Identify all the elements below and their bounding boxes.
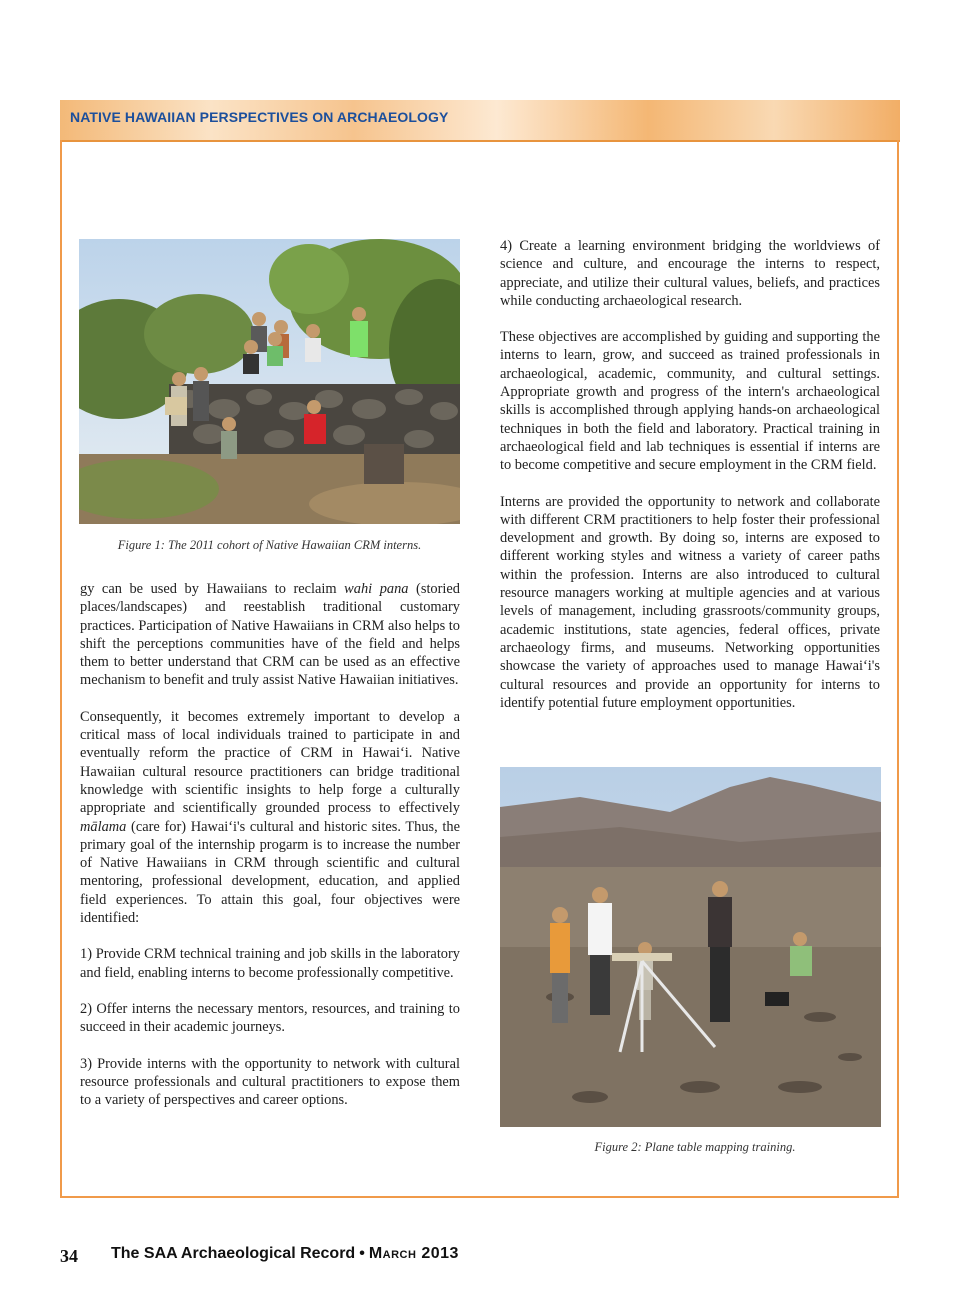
publication-title: The SAA Archaeological Record <box>111 1245 356 1262</box>
left-column <box>80 580 460 1127</box>
figure-2-photo <box>500 767 881 1127</box>
objective-3: 3) Provide interns with the opportunity to network with cultural resource professionals and cultural practitioners to expose them to a variety of perspectives and career options. <box>80 1055 460 1109</box>
figure-1-caption: Figure 1: The 2011 cohort of Native Hawaiian CRM interns. <box>117 538 422 552</box>
publication-line <box>111 1245 459 1263</box>
separator-bullet: • <box>359 1245 365 1262</box>
issue-date: March 2013 <box>368 1245 459 1262</box>
figure-1-photo <box>79 239 460 524</box>
paragraph-objectives: These objectives are accomplished by guiding and supporting the interns to learn, grow, and succeed as trained professionals in archaeological, academic, community, and cultural settings. Appropriate growth and progress of the intern's archaeological skills is accomplished through applying hands-on archaeological techniques in both the field and laboratory. Practical training in archaeological field and lab techniques is essential if interns are to become competitive and secure employment in the CRM field. <box>500 329 880 474</box>
page-number: 34 <box>60 1246 78 1266</box>
section-title: NATIVE HAWAIIAN PERSPECTIVES ON ARCHAEOLOGY <box>70 109 449 125</box>
section-header-band <box>60 100 900 142</box>
figure-2-caption: Figure 2: Plane table mapping training. <box>594 1140 796 1154</box>
objective-4: 4) Create a learning environment bridging the worldviews of science and culture, and encourage the interns to respect, appreciate, and utilize their cultural values, beliefs, and practices while conducting archaeological research. <box>500 238 880 309</box>
right-column <box>500 237 880 730</box>
paragraph-networking: Interns are provided the opportunity to network and collaborate with different CRM practitioners to help foster their professional development and growth. By doing so, interns are exposed to different working styles and witness a variety of career paths within the profession. Interns are also introduced to cultural resource managers working at multiple agencies and at various levels of management, including grassroots/community groups, academic institutions, state agencies, federal offices, private archaeology firms, and museums. Networking opportunities showcase the variety of approaches used to manage Hawai‘i's cultural resources and provide an opportunity for interns to identify potential future employment opportunities. <box>500 493 880 711</box>
objective-1: 1) Provide CRM technical training and job skills in the laboratory and field, enabling interns to become professionally competitive. <box>80 946 460 981</box>
paragraph-wahi-pana: gy can be used by Hawaiians to reclaim wahi pana (storied places/landscapes) and reestablish traditional customary practices. Participation of Native Hawaiians in CRM also helps to shift the perceptions communities have of the field and helps them to better understand that CRM can be used as an effective mechanism to benefit and truly assist Native Hawaiian initiatives. <box>80 581 461 689</box>
objective-2: 2) Offer interns the necessary mentors, resources, and training to succeed in their academic journeys. <box>80 1000 460 1036</box>
paragraph-critical-mass: Consequently, it becomes extremely important to develop a critical mass of local individuals trained to participate in and eventually reform the practice of CRM in Hawai‘i. Native Hawaiian cultural resource practitioners can bridge traditional knowledge with scientific insights to help forge a culturally appropriate and scientifically grounded process to effectively mālama (care for) Hawai‘i's cultural and historic sites. Thus, the primary goal of the internship progarm is to increase the number of Native Hawaiians in CRM through scientific and cultural mentoring, professional development, education, and applied field experiences. To attain this goal, four objectives were identified: <box>80 708 460 927</box>
